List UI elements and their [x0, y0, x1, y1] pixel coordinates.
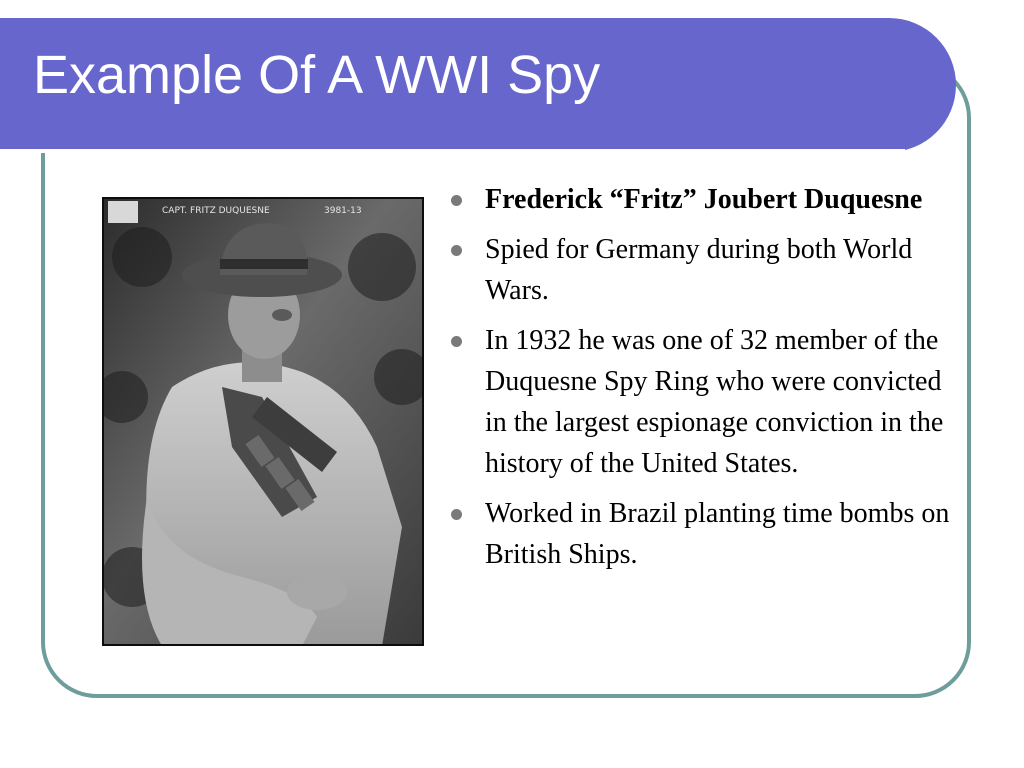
bullet-item-germany — [448, 229, 968, 311]
bullet-text: In 1932 he was one of 32 member of the Duquesne Spy Ring who were convicted in the largest espionage conviction in the history of the United States. — [485, 325, 944, 479]
bullet-icon — [451, 509, 462, 520]
bullet-item-brazil — [448, 493, 968, 575]
bullet-item-name — [448, 179, 968, 220]
bullet-item-spy-ring — [448, 320, 968, 484]
slide-title: Example Of A WWI Spy — [33, 45, 601, 105]
title-underline — [0, 149, 905, 153]
photo-caption: CAPT. FRITZ DUQUESNE — [162, 206, 270, 216]
bullet-icon — [451, 195, 462, 206]
portrait-photo — [102, 197, 424, 646]
portrait-image — [102, 197, 424, 646]
bullet-text: Worked in Brazil planting time bombs on British Ships. — [485, 498, 950, 570]
bullet-text: Spied for Germany during both World Wars. — [485, 234, 913, 306]
bullet-icon — [451, 245, 462, 256]
bullet-list — [448, 179, 968, 584]
photo-catalog-number: 3981-13 — [324, 206, 362, 216]
bullet-text: Frederick “Fritz” Joubert Duquesne — [485, 184, 923, 215]
bullet-icon — [451, 336, 462, 347]
